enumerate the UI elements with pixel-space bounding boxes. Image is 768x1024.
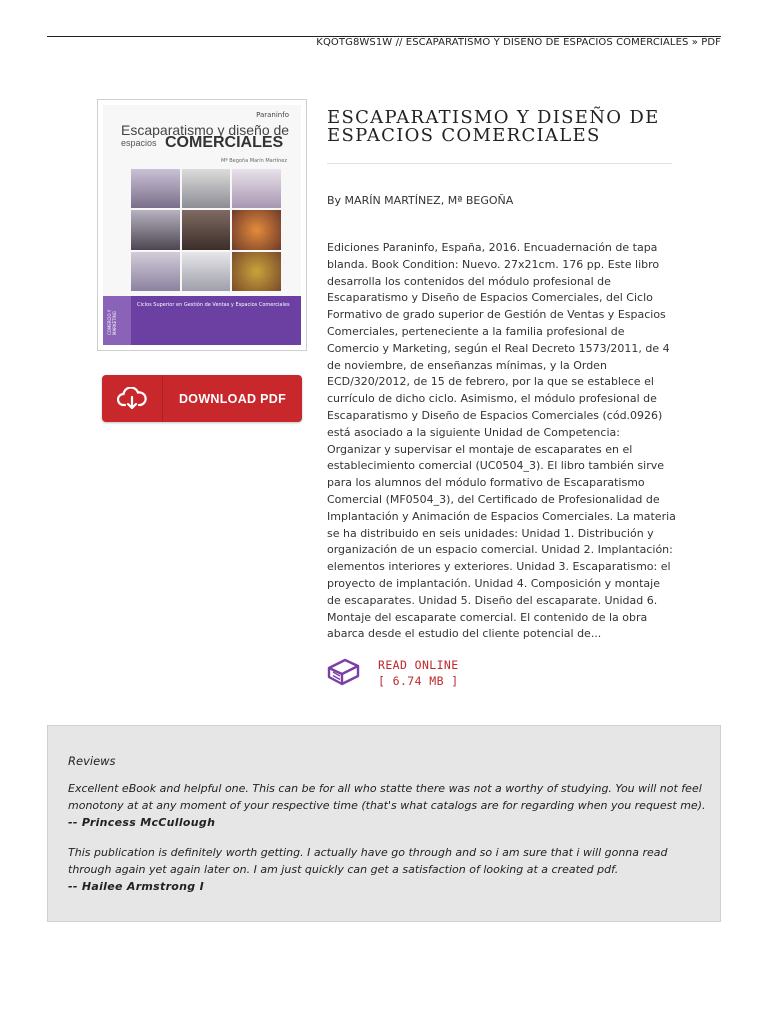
cover-photo bbox=[131, 210, 180, 249]
cover-photo bbox=[232, 252, 281, 291]
cover-title-line1: Escaparatismo y diseño de bbox=[121, 122, 290, 138]
reviews-section bbox=[47, 725, 721, 922]
read-online-link[interactable] bbox=[378, 657, 459, 689]
review-text: Excellent eBook and helpful one. This can be for all who statte there was not a worthy of studying. You will not feel monotony at at any moment of your respective time (that's what catalogs are for regarding when you request me). bbox=[68, 782, 706, 812]
review-text: This publication is definitely worth getting. I actually have go through and so i am sure that i will gonna read through again yet again later on. I am just quickly can get a satisfaction of looking at a created pdf. bbox=[68, 846, 668, 876]
cover-photo-grid bbox=[131, 169, 281, 291]
reviews-heading: Reviews bbox=[68, 754, 116, 768]
cover-title-line3: COMERCIALES bbox=[165, 134, 284, 151]
review-item bbox=[68, 845, 708, 895]
header-divider bbox=[47, 36, 721, 37]
cover-photo bbox=[131, 252, 180, 291]
book-description: Ediciones Paraninfo, España, 2016. Encuadernación de tapa blanda. Book Condition: Nuevo. 27x21cm. 176 pp. Este libro desarrolla los contenidos del módulo profesional de Escaparatismo y Diseño de Espacios Comerciales, del Ciclo Formativo de grado superior de Gestión de Ventas y Espacios Comerciales, perteneciente a la familia profesional de Comercio y Marketing, según el Real Decreto 1573/2011, de 4 de noviembre, de enseñanzas mínimas, y la Orden ECD/320/2012, de 15 de febrero, por la que se establece el currículo de dicho ciclo. Asimismo, el módulo profesional de Escaparatismo y Diseño de Espacios Comerciales (cód.0926) está asociado a la siguiente Unidad de Competencia: Organizar y supervisar el montaje de escaparates en el establecimiento comercial (UC0504_3). El libro también sirve para los alumnos del módulo formativo de Escaparatismo Comercial (MF0504_3), del Certificado de Profesionalidad de Implantación y Animación de Espacios Comerciales. La materia se ha distribuido en seis unidades: Unidad 1. Distribución y organización de un espacio comercial. Unidad 2. Implantación: elementos interiores y exteriores. Unidad 3. Escaparatismo: el proyecto de implantación. Unidad 4. Composición y montaje de escaparates. Unidad 5. Diseño del escaparate. Unidad 6. Montaje del escaparate comercial. El contenido de la obra abarca desde el estudio del cliente potencial de... bbox=[327, 241, 676, 641]
cover-photo bbox=[131, 169, 180, 208]
review-author: -- Princess McCullough bbox=[68, 815, 216, 829]
download-pdf-label: DOWNLOAD PDF bbox=[178, 391, 287, 406]
cover-side-text: COMERCIO Y MARKETING bbox=[107, 309, 117, 335]
header-title: KQOTG8WS1W // ESCAPARATISMO Y DISEÑO DE ESPACIOS COMERCIALES » PDF bbox=[316, 37, 721, 48]
review-author: -- Hailee Armstrong I bbox=[68, 879, 204, 893]
book-cover-art bbox=[103, 105, 301, 345]
book-author: By MARÍN MARTÍNEZ, Mª BEGOÑA bbox=[327, 194, 514, 207]
cover-band-text: Ciclos Superior en Gestión de Ventas y Espacios Comerciales bbox=[137, 302, 290, 308]
cover-photo bbox=[182, 169, 231, 208]
download-pdf-button[interactable] bbox=[102, 375, 302, 422]
book-icon[interactable] bbox=[325, 656, 361, 688]
title-divider bbox=[327, 163, 672, 164]
cover-photo bbox=[182, 210, 231, 249]
book-title: ESCAPARATISMO Y DISEÑO DE ESPACIOS COMERCIALES bbox=[327, 107, 660, 146]
cover-publisher: Paraninfo bbox=[256, 111, 289, 119]
book-cover bbox=[97, 99, 307, 351]
cover-photo bbox=[232, 210, 281, 249]
cover-photo bbox=[182, 252, 231, 291]
read-online-label: READ ONLINE bbox=[378, 658, 459, 672]
cloud-download-icon bbox=[102, 375, 163, 422]
cover-author: Mª Begoña Marín Martínez bbox=[220, 158, 287, 164]
review-item bbox=[68, 781, 708, 831]
cover-title-line2: espacios bbox=[121, 138, 157, 148]
cover-photo bbox=[232, 169, 281, 208]
file-size: [ 6.74 MB ] bbox=[378, 674, 459, 688]
